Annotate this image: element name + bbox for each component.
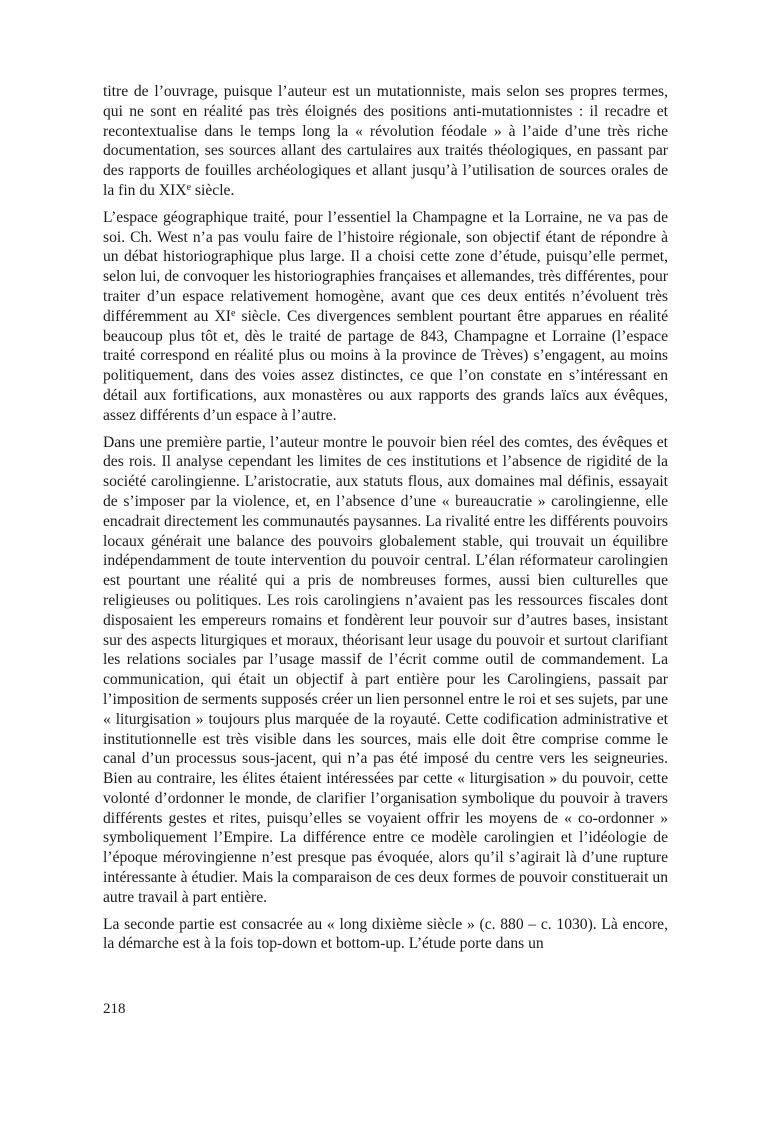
paragraph-1 [103, 82, 668, 201]
superscript: e [230, 307, 236, 319]
paragraph-text: Dans une première partie, l’auteur montre le pouvoir bien réel des comtes, des évêques et des rois. Il analyse cependant les limites de ces institutions et l’absence de rigidité de la société carolingienne. L’aristocratie, aux statuts flous, aux domaines mal définis, essayait de s’imposer par la violence, et, en l’absence d’une « bureaucratie » carolingienne, elle encadrait directement les communautés paysannes. La rivalité entre les différents pouvoirs locaux générait une balance des pouvoirs globalement stable, qui trouvait un équilibre indépendamment de toute intervention du pouvoir central. L’élan réformateur carolingien est pourtant une réalité qui a pris de nombreuses formes, aussi bien culturelles que religieuses ou politiques. Les rois carolingiens n’avaient pas les ressources fiscales dont disposaient les empereurs romains et fondèrent leur pouvoir sur d’autres bases, insistant sur des aspects liturgiques et moraux, théorisant leur usage du pouvoir et surtout clarifiant les relations sociales par l’usage massif de l’écrit comme outil de commandement. La communication, qui était un objectif à part entière pour les Carolingiens, passait par l’imposition de serments supposés créer un lien personnel entre le roi et ses sujets, par une « liturgisation » toujours plus marquée de la royauté. Cette codification administrative et institutionnelle est très visible dans les sources, mais elle doit être comprise comme le canal d’un processus sous-jacent, qui n’a pas été imposé du centre vers les seigneuries. Bien au contraire, les élites étaient intéressées par cette « liturgisation » du pouvoir, cette volonté d’ordonner le monde, de clarifier l’organisation symbolique du pouvoir à travers différents gestes et rites, puisqu’elles se voyaient offrir les moyens de « co-ordonner » symboliquement l’Empire. La différence entre ce modèle carolingien et l’idéologie de l’époque mérovingienne n’est presque pas évoquée, alors qu’il s’agirait là d’une rupture intéressante à étudier. Mais la comparaison de ces deux formes de pouvoir constituerait un autre travail à part entière. [103, 433, 668, 906]
paragraph-text: titre de l’ouvrage, puisque l’auteur est un mutationniste, mais selon ses propres termes, qui ne sont en réalité pas très éloignés des positions anti-mutationnistes : il recadre et recontextualise dans le temps long la « révolution féodale » à l’aide d’une très riche documentation, ses sources allant des cartulaires aux traités théologiques, en passant par des rapports de fouilles archéologiques et allant jusqu’à l’utilisation de sources orales de la fin du XIX [103, 83, 668, 199]
page-number: 218 [103, 1001, 126, 1017]
paragraph-text: La seconde partie est consacrée au « long dixième siècle » (c. 880 – c. 1030). Là encore, la démarche est à la fois top-down et bottom-up. L’étude porte dans un [103, 915, 668, 953]
paragraph-4 [103, 915, 668, 955]
paragraph-2 [103, 208, 668, 426]
superscript: e [186, 181, 192, 193]
paragraph-text: L’espace géographique traité, pour l’essentiel la Champagne et la Lorraine, ne va pas de soi. Ch. West n’a pas voulu faire de l’histoire régionale, son objectif étant de répondre à un débat historiographique plus large. Il a choisi cette zone d’étude, puisqu’elle permet, selon lui, de convoquer les historiographies françaises et allemandes, très différentes, pour traiter d’un espace relativement homogène, avant que ces deux entités n’évoluent très différemment au XI [103, 208, 668, 325]
paragraph-text: siècle. [191, 181, 235, 199]
paragraph-text: siècle. Ces divergences semblent pourtant être apparues en réalité beaucoup plus tôt et, dès le traité de partage de 843, Champagne et Lorraine (l’espace traité correspond en réalité plus ou moins à la province de Trèves) s’engagent, au moins politiquement, dans des voies assez distinctes, ce que l’on constate en s’intéressant en détail aux fortifications, aux monastères ou aux rapports des grands laïcs aux évêques, assez différents d’un espace à l’autre. [103, 307, 668, 424]
page-body [103, 82, 668, 961]
paragraph-3 [103, 433, 668, 908]
